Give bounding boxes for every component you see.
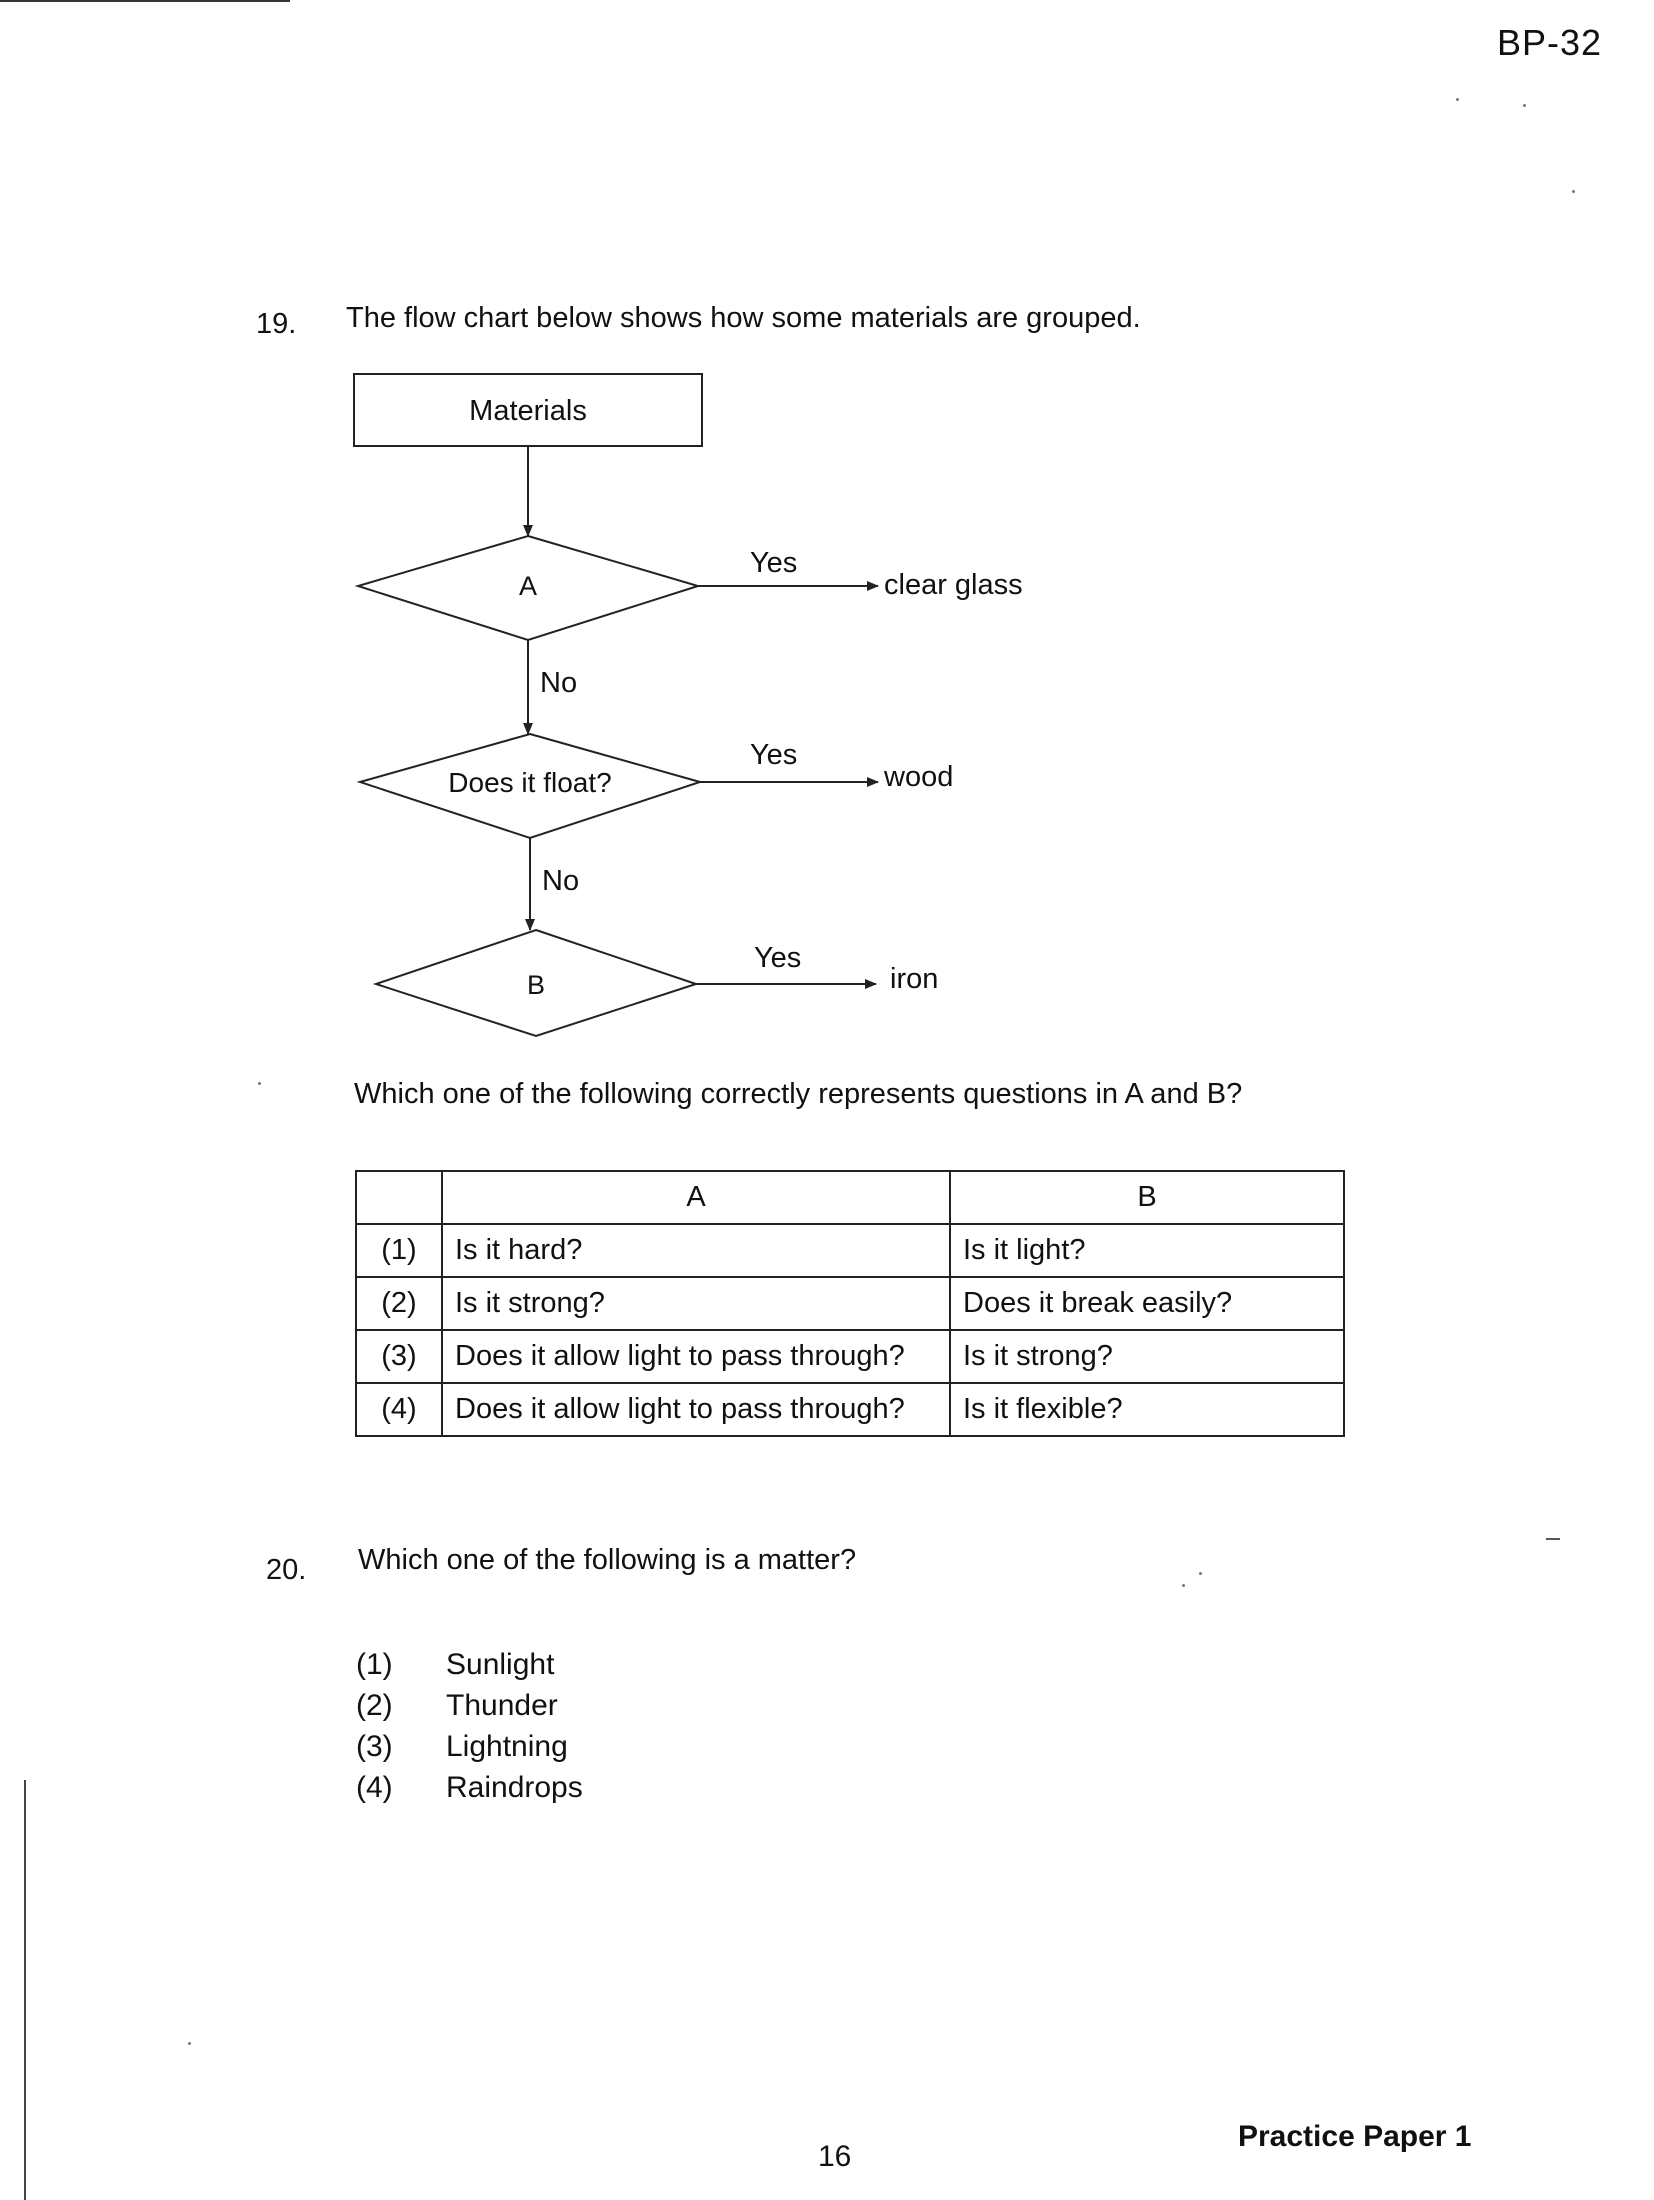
scan-speck bbox=[1456, 98, 1459, 101]
page-number: 16 bbox=[818, 2140, 852, 2173]
table-header-row bbox=[356, 1171, 1344, 1224]
option-a-question: Does it allow light to pass through? bbox=[442, 1330, 950, 1383]
option-b-question: Is it strong? bbox=[950, 1330, 1344, 1383]
decision-a-label: A bbox=[518, 571, 538, 601]
table-header-a: A bbox=[442, 1171, 950, 1224]
list-item bbox=[356, 1730, 568, 1764]
choice-text: Raindrops bbox=[446, 1771, 583, 1804]
scan-speck bbox=[258, 1082, 261, 1085]
option-b-question: Is it flexible? bbox=[950, 1383, 1344, 1436]
choice-text: Thunder bbox=[446, 1689, 558, 1722]
result-clear-glass: clear glass bbox=[884, 569, 1023, 601]
decision-b-yes-label: Yes bbox=[754, 942, 802, 974]
option-number: (2) bbox=[356, 1277, 442, 1330]
option-number: (4) bbox=[356, 1383, 442, 1436]
table-header-blank bbox=[356, 1171, 442, 1224]
left-margin-rule bbox=[24, 1780, 26, 2200]
option-number: (3) bbox=[356, 1330, 442, 1383]
answer-options-table bbox=[355, 1170, 1345, 1437]
scan-speck bbox=[1572, 190, 1575, 193]
result-iron: iron bbox=[890, 963, 939, 995]
question-19-text: The flow chart below shows how some materials are grouped. bbox=[346, 302, 1141, 334]
choice-number: (4) bbox=[356, 1771, 393, 1804]
option-a-question: Is it hard? bbox=[442, 1224, 950, 1277]
table-row bbox=[356, 1277, 1344, 1330]
scan-speck bbox=[188, 2042, 191, 2045]
materials-flowchart bbox=[330, 360, 1070, 1060]
list-item bbox=[356, 1648, 554, 1682]
choice-text: Sunlight bbox=[446, 1648, 555, 1681]
option-b-question: Does it break easily? bbox=[950, 1277, 1344, 1330]
option-b-question: Is it light? bbox=[950, 1224, 1344, 1277]
table-row bbox=[356, 1330, 1344, 1383]
decision-float-label: Does it float? bbox=[448, 767, 612, 798]
option-number: (1) bbox=[356, 1224, 442, 1277]
result-wood: wood bbox=[884, 761, 954, 793]
paper-title: Practice Paper 1 bbox=[1238, 2120, 1472, 2153]
decision-a-yes-label: Yes bbox=[750, 547, 798, 579]
option-a-question: Does it allow light to pass through? bbox=[442, 1383, 950, 1436]
question-20-number: 20. bbox=[266, 1554, 307, 1586]
list-item bbox=[356, 1771, 583, 1805]
option-a-question: Is it strong? bbox=[442, 1277, 950, 1330]
decision-b-label: B bbox=[526, 970, 546, 1000]
decision-float-no-label: No bbox=[542, 865, 580, 897]
materials-label: Materials bbox=[469, 395, 587, 427]
scan-speck bbox=[1523, 104, 1526, 107]
top-rule bbox=[0, 0, 290, 2]
question-20-text: Which one of the following is a matter? bbox=[358, 1544, 857, 1576]
decision-a-no-label: No bbox=[540, 667, 578, 699]
list-item bbox=[356, 1689, 558, 1723]
choice-text: Lightning bbox=[446, 1730, 568, 1763]
scan-mark bbox=[1546, 1538, 1560, 1540]
table-row bbox=[356, 1383, 1344, 1436]
question-19-number: 19. bbox=[256, 308, 297, 340]
question-19-prompt: Which one of the following correctly represents questions in A and B? bbox=[354, 1078, 1243, 1110]
scan-speck bbox=[1199, 1572, 1202, 1575]
table-header-b: B bbox=[950, 1171, 1344, 1224]
decision-float-yes-label: Yes bbox=[750, 739, 798, 771]
paper-code: BP-32 bbox=[1496, 22, 1602, 63]
choice-number: (2) bbox=[356, 1689, 393, 1722]
table-row bbox=[356, 1224, 1344, 1277]
scan-speck bbox=[1182, 1584, 1185, 1587]
choice-number: (1) bbox=[356, 1648, 393, 1681]
choice-number: (3) bbox=[356, 1730, 393, 1763]
